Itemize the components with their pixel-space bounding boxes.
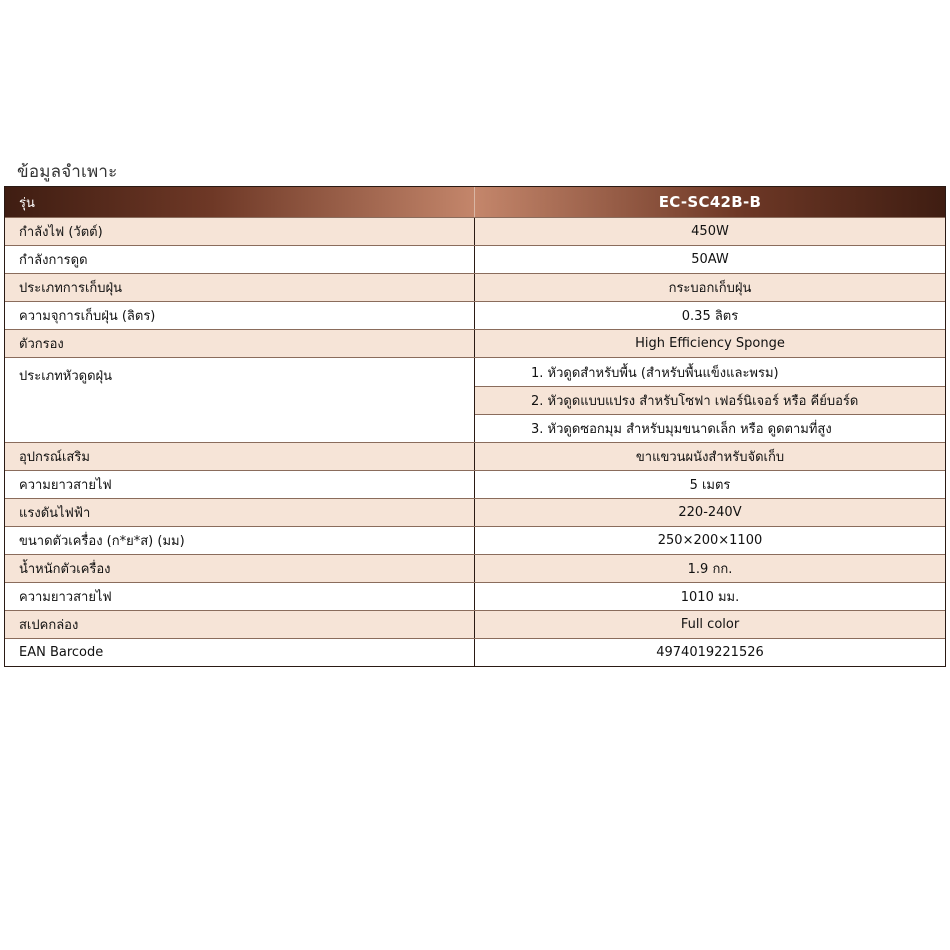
table-row <box>5 217 945 245</box>
row-label: สเปคกล่อง <box>5 611 475 638</box>
row-label: น้ำหนักตัวเครื่อง <box>5 555 475 582</box>
row-label: ความยาวสายไฟ <box>5 583 475 610</box>
row-label: ประเภทการเก็บฝุ่น <box>5 274 475 301</box>
spec-table <box>4 186 946 667</box>
head-type-item: 3. หัวดูดซอกมุม สำหรับมุมขนาดเล็ก หรือ ดูดตามที่สูง <box>475 414 945 442</box>
row-value: 1.9 กก. <box>687 562 733 577</box>
table-row <box>5 470 945 498</box>
table-row <box>5 582 945 610</box>
row-value: Full color <box>680 617 740 632</box>
table-row <box>5 301 945 329</box>
row-label: กำลังการดูด <box>5 246 475 273</box>
row-label: ขนาดตัวเครื่อง (ก*ย*ส) (มม) <box>5 527 475 554</box>
row-label: แรงดันไฟฟ้า <box>5 499 475 526</box>
row-value: 0.35 ลิตร <box>681 309 739 324</box>
row-label: กำลังไฟ (วัตต์) <box>5 218 475 245</box>
head-types-label: ประเภทหัวดูดฝุ่น <box>5 358 475 442</box>
table-row <box>5 442 945 470</box>
row-label: ความยาวสายไฟ <box>5 471 475 498</box>
table-row <box>5 554 945 582</box>
table-row <box>5 638 945 666</box>
row-value: ขาแขวนผนังสำหรับจัดเก็บ <box>635 450 785 465</box>
row-value: 50AW <box>691 252 729 267</box>
head-types-list <box>475 358 945 442</box>
row-value: 4974019221526 <box>656 645 764 660</box>
table-row <box>5 610 945 638</box>
head-type-item: 1. หัวดูดสำหรับพื้น (สำหรับพื้นแข็งและพรม) <box>531 365 779 381</box>
table-row <box>5 498 945 526</box>
table-row <box>5 526 945 554</box>
row-value: High Efficiency Sponge <box>635 336 785 351</box>
row-label: อุปกรณ์เสริม <box>5 443 475 470</box>
head-type-item: 2. หัวดูดแบบแปรง สำหรับโซฟา เฟอร์นิเจอร์ หรือ คีย์บอร์ด <box>475 386 945 414</box>
row-label: ความจุการเก็บฝุ่น (ลิตร) <box>5 302 475 329</box>
table-row <box>5 273 945 301</box>
section-title: ข้อมูลจำเพาะ <box>17 162 118 182</box>
table-row <box>5 329 945 357</box>
row-value: กระบอกเก็บฝุ่น <box>668 281 752 296</box>
row-value: 220-240V <box>678 505 742 520</box>
head-types-row <box>5 357 945 442</box>
row-value: 250×200×1100 <box>657 533 763 548</box>
row-value: 450W <box>691 224 729 239</box>
model-value: EC-SC42B-B <box>658 193 762 211</box>
table-row <box>5 245 945 273</box>
row-label: EAN Barcode <box>5 639 475 666</box>
row-label: ตัวกรอง <box>5 330 475 357</box>
table-header-row <box>5 187 945 217</box>
row-value: 5 เมตร <box>689 478 731 493</box>
row-value: 1010 มม. <box>680 590 740 605</box>
model-label: รุ่น <box>5 187 475 217</box>
